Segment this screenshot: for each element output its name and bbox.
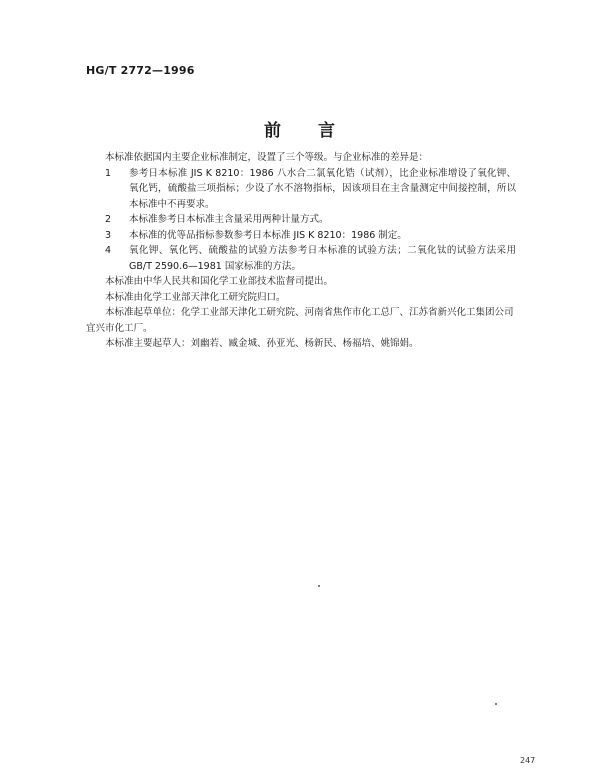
- list-item-text: 氧化钾、氧化钙、硫酸盐的试验方法参考日本标准的试验方法；二氧化钛的试验方法采用 GB/T 2590.6—1981 国家标准的方法。: [129, 245, 516, 272]
- scan-speck: [495, 703, 497, 705]
- managed-by-paragraph: 本标准由化学工业部天津化工研究院归口。: [105, 291, 286, 303]
- list-item-number: 3: [105, 229, 112, 241]
- list-item: [86, 166, 516, 213]
- page-number: 247: [520, 756, 536, 765]
- list-item-text: 参考日本标准 JIS K 8210：1986 八水合二氯氧化锆（试剂），比企业标准增设了氧化钾、氧化钙，硫酸盐三项指标；少设了水不溶物指标，因该项目在主含量测定中间接控制，所以本标准中不再要求。: [129, 167, 516, 210]
- drafters-paragraph: 本标准主要起草人：刘幽若、臧金城、孙亚光、杨新民、杨福培、姚锦娟。: [105, 338, 419, 349]
- page-title: 前 言: [264, 121, 336, 141]
- list-item: [86, 243, 516, 274]
- scan-speck: [318, 585, 320, 587]
- standard-code: HG/T 2772—1996: [86, 64, 195, 77]
- list-item-number: 2: [105, 214, 112, 225]
- list-item-text: 本标准的优等品指标参数参考日本标准 JIS K 8210：1986 制定。: [129, 229, 407, 241]
- list-item-number: 1: [105, 167, 112, 179]
- drafting-units-paragraph: 本标准起草单位：化学工业部天津化工研究院、河南省焦作市化工总厂、江苏省新兴化工集团公司: [105, 307, 514, 318]
- list-item-text: 本标准参考日本标准主含量采用两种计量方式。: [129, 214, 329, 225]
- drafting-units-continuation: 宜兴市化工厂。: [86, 322, 153, 334]
- list-item: [86, 212, 516, 228]
- intro-paragraph: 本标准依据国内主要企业标准制定，设置了三个等级。与企业标准的差异是：: [105, 152, 429, 163]
- list-item: [86, 228, 516, 244]
- proposed-by-paragraph: 本标准由中华人民共和国化学工业部技术监督司提出。: [105, 276, 334, 287]
- list-item-number: 4: [105, 245, 112, 256]
- foreword-body: [86, 150, 516, 352]
